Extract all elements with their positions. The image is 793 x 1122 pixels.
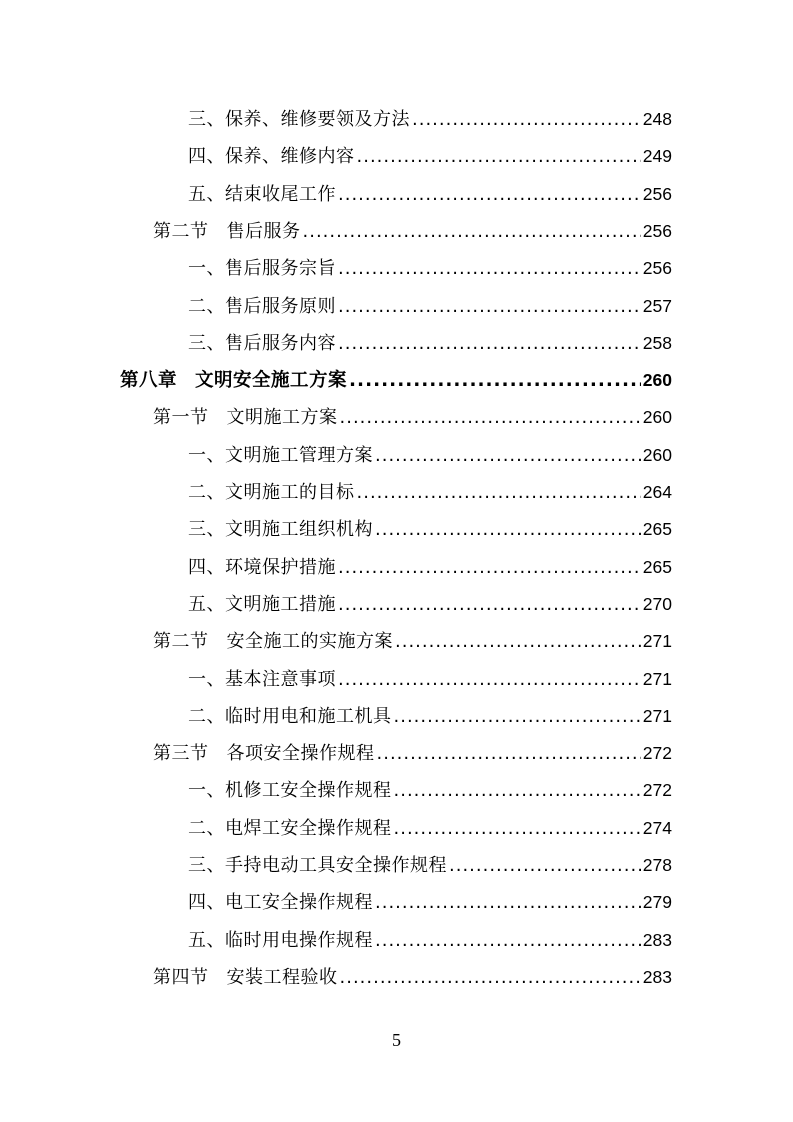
toc-dot-leader: [394, 776, 641, 806]
toc-entry-number: 五、: [188, 593, 225, 615]
toc-entry-label: [153, 403, 338, 433]
toc-entry-title: 文明施工的目标: [225, 482, 355, 503]
toc-entry-page: 260: [642, 370, 672, 391]
toc-entry-label: [153, 963, 338, 993]
toc-entry-page: 272: [642, 743, 672, 764]
toc-entry-title: 环境保护措施: [225, 556, 336, 578]
toc-dot-leader: [394, 702, 641, 732]
toc-dot-leader: [338, 254, 641, 284]
toc-dot-leader: [449, 851, 641, 881]
toc-subsection-entry[interactable]: [188, 925, 672, 955]
toc-entry-title: 电焊工安全操作规程: [225, 817, 392, 839]
toc-entry-label: [153, 217, 301, 247]
toc-entry-page: 265: [642, 519, 672, 540]
toc-subsection-entry[interactable]: [188, 104, 672, 134]
toc-dot-leader: [338, 180, 641, 210]
toc-entry-number: 二、: [188, 295, 225, 317]
toc-entry-number: 第一节: [153, 407, 209, 429]
toc-entry-title: 安全施工的实施方案: [226, 631, 393, 653]
toc-entry-title: 文明施工方案: [226, 407, 338, 429]
toc-entry-page: 248: [642, 109, 672, 129]
toc-section-entry[interactable]: [153, 626, 672, 656]
toc-entry-page: 271: [642, 668, 672, 689]
toc-entry-page: 265: [642, 556, 672, 577]
toc-entry-title: 电工安全操作规程: [225, 892, 373, 914]
toc-subsection-entry[interactable]: [188, 440, 672, 470]
toc-entry-number: 四、: [188, 146, 225, 168]
toc-entry-page: 249: [642, 146, 672, 167]
toc-entry-number: 二、: [188, 482, 225, 503]
toc-entry-label: [188, 926, 373, 956]
toc-entry-number: 一、: [188, 780, 225, 802]
toc-subsection-entry[interactable]: [188, 887, 672, 917]
toc-entry-label: [188, 851, 447, 881]
toc-entry-number: 三、: [188, 109, 225, 130]
toc-dot-leader: [340, 963, 641, 993]
toc-dot-leader: [412, 105, 641, 135]
toc-dot-leader: [338, 329, 641, 359]
toc-entry-page: 274: [642, 817, 672, 838]
toc-entry-number: 四、: [188, 556, 225, 578]
toc-entry-number: 一、: [188, 668, 225, 690]
toc-entry-label: [188, 553, 336, 583]
toc-section-entry[interactable]: [153, 738, 672, 768]
toc-entry-label: [188, 702, 392, 732]
toc-entry-title: 保养、维修内容: [225, 146, 355, 168]
toc-subsection-entry[interactable]: [188, 253, 672, 283]
toc-dot-leader: [338, 665, 641, 695]
toc-dot-leader: [338, 553, 641, 583]
toc-dot-leader: [338, 292, 641, 322]
toc-entry-label: [188, 441, 373, 471]
toc-entry-number: 三、: [188, 519, 225, 541]
toc-entry-number: 二、: [188, 817, 225, 839]
toc-entry-page: 256: [642, 183, 672, 204]
toc-entry-label: [188, 180, 336, 210]
toc-dot-leader: [394, 814, 641, 844]
toc-entry-title: 文明施工措施: [225, 593, 336, 615]
page-number: 5: [392, 1030, 401, 1050]
toc-entry-label: [188, 105, 410, 135]
toc-entry-title: 文明施工组织机构: [225, 519, 373, 541]
toc-entry-page: 272: [642, 780, 672, 801]
toc-entry-page: 271: [642, 705, 672, 726]
toc-dot-leader: [338, 590, 641, 620]
toc-subsection-entry[interactable]: [188, 775, 672, 805]
toc-entry-page: 271: [642, 631, 672, 652]
toc-entry-label: [153, 627, 393, 657]
toc-entry-number: 五、: [188, 183, 225, 205]
toc-entry-label: [188, 590, 336, 620]
toc-dot-leader: [375, 926, 641, 956]
toc-entry-label: [188, 478, 355, 508]
toc-entry-page: 283: [642, 929, 672, 950]
toc-entry-label: [153, 739, 375, 769]
toc-entry-number: 第四节: [153, 966, 209, 988]
toc-dot-leader: [303, 217, 641, 247]
toc-entry-label: [120, 366, 347, 396]
toc-dot-leader: [340, 403, 641, 433]
toc-entry-title: 临时用电和施工机具: [225, 705, 392, 727]
toc-entry-number: 第三节: [153, 743, 209, 765]
toc-chapter-entry[interactable]: [120, 365, 672, 395]
toc-entry-title: 售后服务: [226, 220, 301, 242]
toc-dot-leader: [377, 739, 641, 769]
toc-entry-number: 四、: [188, 892, 225, 914]
toc-entry-number: 二、: [188, 705, 225, 727]
toc-section-entry[interactable]: [153, 216, 672, 246]
toc-entry-page: 279: [642, 892, 672, 913]
toc-entry-number: 一、: [188, 444, 225, 466]
toc-entry-page: 264: [642, 482, 672, 502]
toc-dot-leader: [357, 478, 641, 508]
toc-entry-number: 第二节: [153, 631, 209, 653]
toc-section-entry[interactable]: [153, 962, 672, 992]
toc-entry-title: 售后服务宗旨: [225, 258, 336, 280]
toc-dot-leader: [357, 142, 641, 172]
toc-dot-leader: [375, 888, 641, 918]
toc-section-entry[interactable]: [153, 402, 672, 432]
toc-dot-leader: [395, 627, 641, 657]
toc-subsection-entry[interactable]: [188, 514, 672, 544]
toc-subsection-entry[interactable]: [188, 291, 672, 321]
toc-entry-title: 保养、维修要领及方法: [225, 109, 410, 130]
toc-entry-title: 售后服务原则: [225, 295, 336, 317]
toc-dot-leader: [349, 366, 641, 396]
toc-entry-label: [188, 329, 336, 359]
toc-entry-number: 第八章: [120, 370, 178, 392]
toc-entry-page: 256: [642, 258, 672, 279]
toc-entry-page: 258: [642, 332, 672, 353]
toc-entry-title: 售后服务内容: [225, 332, 336, 354]
toc-entry-number: 一、: [188, 258, 225, 280]
toc-subsection-entry[interactable]: [188, 589, 672, 619]
toc-entry-page: 260: [642, 444, 672, 465]
toc-subsection-entry[interactable]: [188, 179, 672, 209]
toc-entry-page: 257: [642, 295, 672, 316]
toc-entry-label: [188, 142, 355, 172]
toc-entry-page: 256: [642, 220, 672, 241]
toc-dot-leader: [375, 515, 641, 545]
toc-entry-number: 第二节: [153, 220, 209, 242]
toc-entry-page: 278: [642, 855, 672, 875]
toc-subsection-entry[interactable]: [188, 328, 672, 358]
toc-entry-title: 结束收尾工作: [225, 183, 336, 205]
toc-entry-number: 三、: [188, 855, 225, 876]
toc-subsection-entry[interactable]: [188, 850, 672, 880]
toc-entry-title: 手持电动工具安全操作规程: [225, 855, 447, 876]
toc-subsection-entry[interactable]: [188, 552, 672, 582]
toc-entry-title: 临时用电操作规程: [225, 929, 373, 951]
toc-subsection-entry[interactable]: [188, 141, 672, 171]
toc-entry-page: 260: [642, 407, 672, 428]
toc-entry-label: [188, 814, 392, 844]
toc-entry-title: 基本注意事项: [225, 668, 336, 690]
toc-entry-label: [188, 776, 392, 806]
toc-entry-label: [188, 515, 373, 545]
toc-entry-label: [188, 665, 336, 695]
toc-subsection-entry[interactable]: [188, 477, 672, 507]
toc-entry-page: 270: [642, 593, 672, 614]
toc-entry-label: [188, 292, 336, 322]
toc-dot-leader: [375, 441, 641, 471]
toc-entry-number: 五、: [188, 929, 225, 951]
toc-entry-page: 283: [642, 966, 672, 987]
toc-subsection-entry[interactable]: [188, 701, 672, 731]
toc-entry-title: 各项安全操作规程: [226, 743, 375, 765]
toc-entry-label: [188, 254, 336, 284]
toc-entry-number: 三、: [188, 332, 225, 354]
toc-entry-label: [188, 888, 373, 918]
toc-entry-title: 安装工程验收: [226, 966, 338, 988]
toc-entry-title: 文明安全施工方案: [195, 370, 348, 392]
toc-entry-title: 机修工安全操作规程: [225, 780, 392, 802]
toc-subsection-entry[interactable]: [188, 813, 672, 843]
toc-subsection-entry[interactable]: [188, 664, 672, 694]
toc-entry-title: 文明施工管理方案: [225, 444, 373, 466]
